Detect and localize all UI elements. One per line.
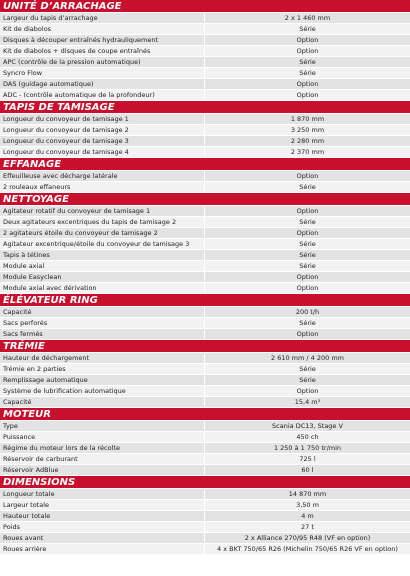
spec-value: 4 x BKT 750/65 R26 (Michelin 750/65 R26 VF en option): [205, 544, 410, 554]
spec-row: [0, 46, 410, 57]
spec-label: Réservoir de carburant: [0, 454, 204, 464]
spec-row: [0, 272, 410, 283]
spec-label: DAS (guidage automatique): [0, 79, 204, 89]
section-header: ÉLÉVATEUR RING: [0, 294, 410, 307]
spec-row: [0, 217, 410, 228]
spec-value: Option: [205, 283, 410, 293]
spec-label: Agitateur excentrique/étoile du convoyeur de tamisage 3: [0, 239, 204, 249]
spec-row: [0, 307, 410, 318]
spec-row: [0, 375, 410, 386]
spec-value: Série: [205, 217, 410, 227]
spec-label: Longueur du convoyeur de tamisage 4: [0, 147, 204, 157]
spec-label: Sacs perforés: [0, 318, 204, 328]
spec-label: 2 rouleaux effaneurs: [0, 182, 204, 192]
spec-row: [0, 261, 410, 272]
spec-row: [0, 500, 410, 511]
spec-value: 4 m: [205, 511, 410, 521]
spec-label: Puissance: [0, 432, 204, 442]
spec-label: 2 agitateurs étoile du convoyeur de tamisage 2: [0, 228, 204, 238]
spec-label: Syncro Flow: [0, 68, 204, 78]
spec-value: Série: [205, 261, 410, 271]
spec-label: ADC - (contrôle automatique de la profondeur): [0, 90, 204, 100]
spec-value: Option: [205, 228, 410, 238]
section-header: NETTOYAGE: [0, 193, 410, 206]
spec-value: Option: [205, 35, 410, 45]
spec-value: 2 x Alliance 270/95 R48 (VF en option): [205, 533, 410, 543]
section-header: TAPIS DE TAMISAGE: [0, 101, 410, 114]
spec-row: [0, 206, 410, 217]
spec-value: 1 870 mm: [205, 114, 410, 124]
spec-label: Roues avant: [0, 533, 204, 543]
spec-label: Trémie en 2 parties: [0, 364, 204, 374]
spec-row: [0, 364, 410, 375]
spec-label: Disques à découper entraînés hydrauliquement: [0, 35, 204, 45]
spec-row: [0, 432, 410, 443]
spec-label: Système de lubrification automatique: [0, 386, 204, 396]
spec-label: Tapis à tétines: [0, 250, 204, 260]
spec-value: Série: [205, 318, 410, 328]
spec-row: [0, 250, 410, 261]
spec-label: APC (contrôle de la pression automatique): [0, 57, 204, 67]
spec-row: [0, 228, 410, 239]
section-header: EFFANAGE: [0, 158, 410, 171]
spec-value: Option: [205, 171, 410, 181]
spec-row: [0, 35, 410, 46]
spec-row: [0, 522, 410, 533]
spec-value: 3 250 mm: [205, 125, 410, 135]
spec-label: Deux agitateurs excentriques du tapis de tamisage 2: [0, 217, 204, 227]
spec-label: Régime du moteur lors de la récolte: [0, 443, 204, 453]
spec-label: Module axial: [0, 261, 204, 271]
spec-label: Kit de diabolos: [0, 24, 204, 34]
spec-label: Capacité: [0, 397, 204, 407]
spec-value: Option: [205, 386, 410, 396]
spec-row: [0, 147, 410, 158]
spec-value: 14 870 mm: [205, 489, 410, 499]
spec-value: Option: [205, 206, 410, 216]
spec-value: Série: [205, 24, 410, 34]
spec-value: Option: [205, 46, 410, 56]
spec-value: 27 t: [205, 522, 410, 532]
spec-label: Longueur totale: [0, 489, 204, 499]
spec-row: [0, 489, 410, 500]
spec-row: [0, 171, 410, 182]
spec-label: Capacité: [0, 307, 204, 317]
spec-row: [0, 443, 410, 454]
spec-value: 2 610 mm / 4 200 mm: [205, 353, 410, 363]
spec-row: [0, 454, 410, 465]
spec-row: [0, 125, 410, 136]
spec-row: [0, 239, 410, 250]
spec-value: 725 l: [205, 454, 410, 464]
spec-label: Longueur du convoyeur de tamisage 3: [0, 136, 204, 146]
spec-label: Module axial avec dérivation: [0, 283, 204, 293]
spec-label: Agitateur rotatif du convoyeur de tamisage 1: [0, 206, 204, 216]
spec-label: Largeur du tapis d’arrachage: [0, 13, 204, 23]
spec-row: [0, 329, 410, 340]
spec-value: 2 x 1 460 mm: [205, 13, 410, 23]
spec-value: 450 ch: [205, 432, 410, 442]
spec-row: [0, 283, 410, 294]
spec-row: [0, 465, 410, 476]
section-header: TRÉMIE: [0, 340, 410, 353]
spec-row: [0, 114, 410, 125]
spec-label: Longueur du convoyeur de tamisage 1: [0, 114, 204, 124]
spec-row: [0, 57, 410, 68]
spec-row: [0, 79, 410, 90]
spec-value: 1 250 à 1 750 tr/min: [205, 443, 410, 453]
spec-value: Option: [205, 79, 410, 89]
spec-value: Série: [205, 375, 410, 385]
spec-value: Série: [205, 239, 410, 249]
section-header: UNITÉ D’ARRACHAGE: [0, 0, 410, 13]
spec-value: Série: [205, 57, 410, 67]
section-header: DIMENSIONS: [0, 476, 410, 489]
spec-row: [0, 386, 410, 397]
spec-row: [0, 511, 410, 522]
spec-value: Série: [205, 182, 410, 192]
spec-value: 200 t/h: [205, 307, 410, 317]
spec-label: Largeur totale: [0, 500, 204, 510]
spec-row: [0, 24, 410, 35]
spec-label: Roues arrière: [0, 544, 204, 554]
spec-row: [0, 136, 410, 147]
spec-row: [0, 90, 410, 101]
spec-value: 2 280 mm: [205, 136, 410, 146]
spec-row: [0, 533, 410, 544]
spec-label: Type: [0, 421, 204, 431]
spec-value: 15,4 m³: [205, 397, 410, 407]
spec-value: Option: [205, 90, 410, 100]
spec-label: Remplissage automatique: [0, 375, 204, 385]
spec-value: 2 370 mm: [205, 147, 410, 157]
spec-label: Sacs fermés: [0, 329, 204, 339]
spec-row: [0, 397, 410, 408]
spec-row: [0, 318, 410, 329]
spec-value: 60 l: [205, 465, 410, 475]
spec-value: Série: [205, 68, 410, 78]
spec-row: [0, 13, 410, 24]
spec-row: [0, 544, 410, 555]
spec-value: Option: [205, 272, 410, 282]
section-header: MOTEUR: [0, 408, 410, 421]
spec-value: Série: [205, 250, 410, 260]
spec-value: Série: [205, 364, 410, 374]
spec-label: Kit de diabolos + disques de coupe entraînés: [0, 46, 204, 56]
spec-label: Hauteur de déchargement: [0, 353, 204, 363]
spec-label: Longueur du convoyeur de tamisage 2: [0, 125, 204, 135]
spec-row: [0, 68, 410, 79]
spec-label: Module Easyclean: [0, 272, 204, 282]
spec-label: Réservoir AdBlue: [0, 465, 204, 475]
spec-row: [0, 353, 410, 364]
spec-value: Scania DC13, Stage V: [205, 421, 410, 431]
spec-label: Effeuilleuse avec décharge latérale: [0, 171, 204, 181]
spec-row: [0, 182, 410, 193]
spec-value: 3,50 m: [205, 500, 410, 510]
spec-label: Poids: [0, 522, 204, 532]
spec-row: [0, 421, 410, 432]
spec-value: Option: [205, 329, 410, 339]
spec-label: Hauteur totale: [0, 511, 204, 521]
